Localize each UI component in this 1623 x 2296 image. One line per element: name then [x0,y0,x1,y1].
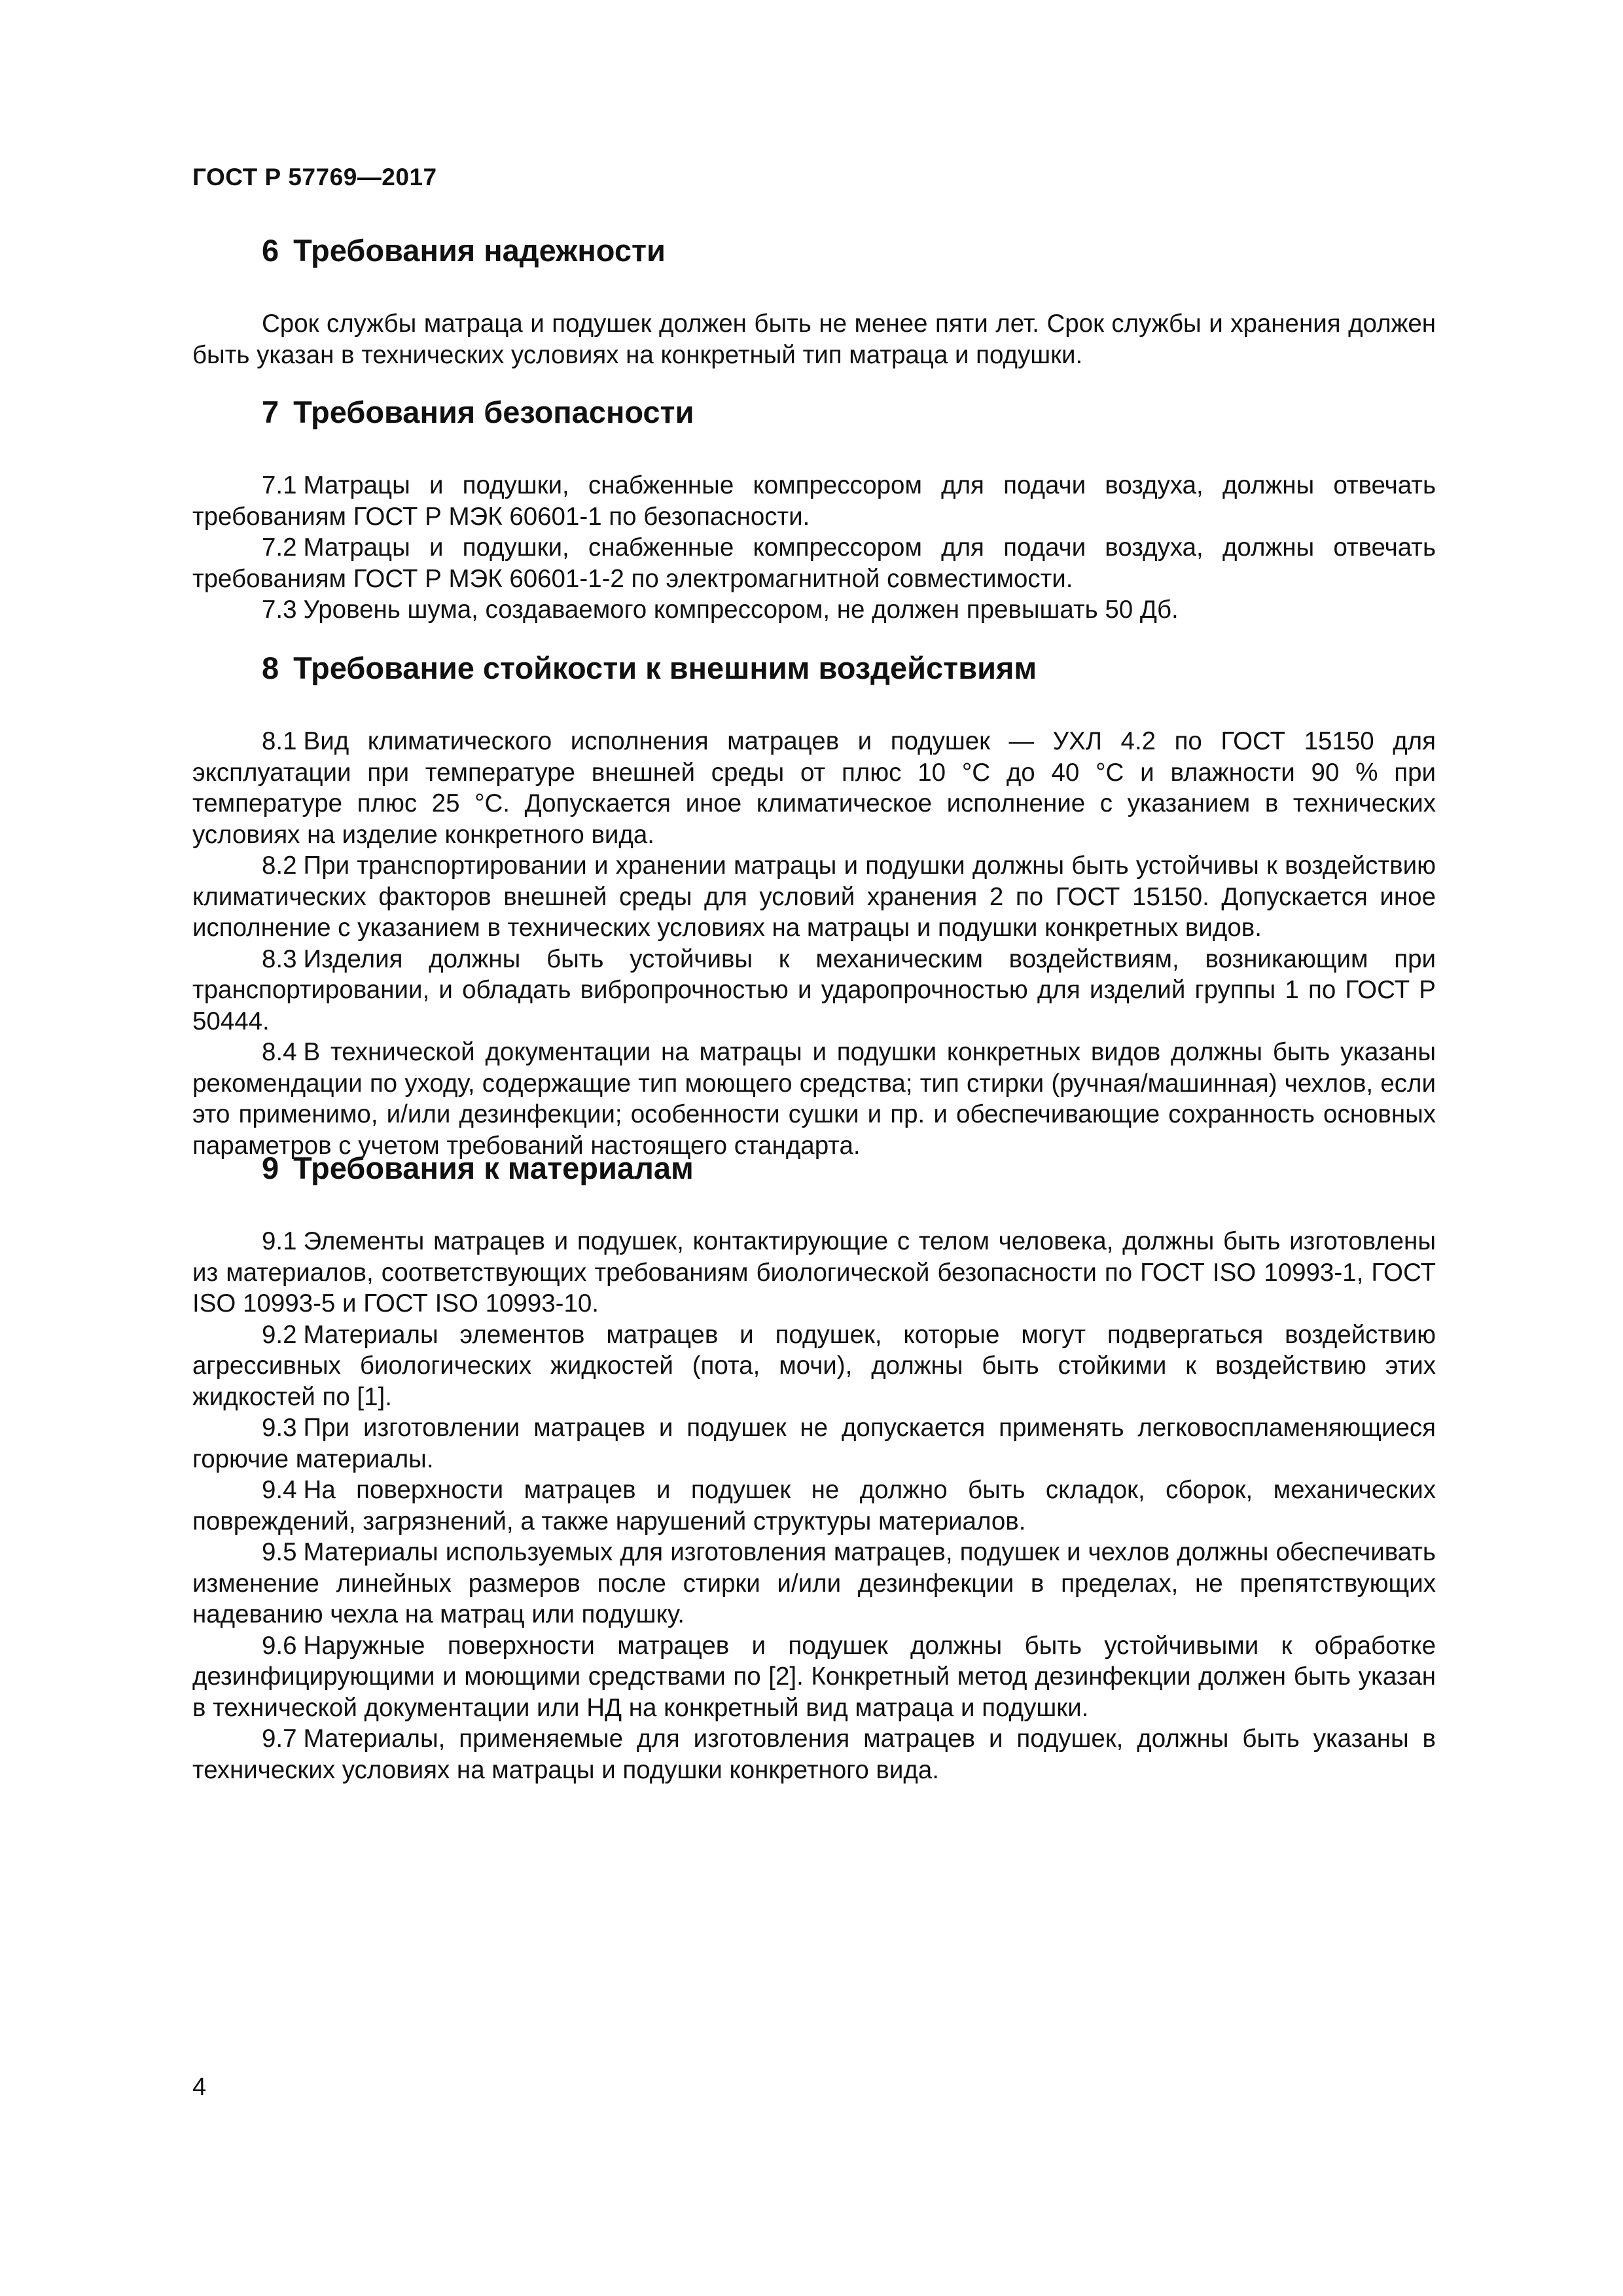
paragraph-text: При транспортировании и хранении матрацы и подушки должны быть устойчивы к воздействию климатических факторов внешней среды для условий хранения 2 по ГОСТ 15150. Допускается иное исполнение с указанием в технических условиях на матрацы и подушки конкретных видов. [192,852,1436,942]
paragraph-number: 9.7 [262,1725,297,1753]
paragraph-number: 9.5 [262,1538,297,1566]
paragraph [192,1475,1436,1537]
section-heading [192,650,1436,687]
paragraph-number: 9.1 [262,1227,297,1255]
paragraph-number: 9.6 [262,1631,297,1660]
paragraph [192,1630,1436,1724]
paragraph-number: 8.1 [262,727,297,755]
section-title: Требование стойкости к внешним воздействиям [293,651,1037,685]
paragraph [192,532,1436,594]
paragraph-text: В технической документации на матрацы и подушки конкретных видов должны быть указаны рекомендации по уходу, содержащие тип моющего средства; тип стирки (ручная/машинная) чехлов, если это применимо, и/или дезинфекции; особенности сушки и пр. и обеспечивающие сохранность основных параметров с учетом требований настоящего стандарта. [192,1038,1436,1160]
section-number: 6 [262,233,279,268]
paragraph [192,308,1436,370]
section-6 [192,232,1436,370]
paragraph-number: 7.2 [262,533,297,562]
section-title: Требования безопасности [293,395,694,429]
paragraph-text: На поверхности матрацев и подушек не должно быть складок, сборок, механических повреждений, загрязнений, а также нарушений структуры материалов. [192,1476,1436,1535]
paragraph-text: Материалы используемых для изготовления матрацев, подушек и чехлов должны обеспечивать изменение линейных размеров после стирки и/или дезинфекции в пределах, не препятствующих надеванию чехла на матрац или подушку. [192,1538,1436,1628]
paragraph-text: Матрацы и подушки, снабженные компрессором для подачи воздуха, должны отвечать требованиям ГОСТ Р МЭК 60601-1 по безопасности. [192,471,1436,531]
paragraph-number: 9.3 [262,1414,297,1442]
paragraph-text: Изделия должны быть устойчивы к механическим воздействиям, возникающим при транспортировании, и обладать вибропрочностью и ударопрочностью для изделий группы 1 по ГОСТ Р 50444. [192,944,1436,1035]
paragraph-number: 8.3 [262,944,297,973]
section-title: Требования надежности [293,233,666,268]
paragraph [192,470,1436,532]
paragraph [192,1537,1436,1630]
paragraph [192,1037,1436,1161]
paragraph [192,726,1436,850]
paragraph-number: 9.4 [262,1476,297,1504]
paragraph-number: 9.2 [262,1320,297,1349]
paragraph [192,594,1436,626]
paragraph [192,1412,1436,1475]
paragraph-text: Вид климатического исполнения матрацев и подушек — УХЛ 4.2 по ГОСТ 15150 для эксплуатации при температуре внешней среды от плюс 10 °С до 40 °С и влажности 90 % при температуре плюс 25 °С. Допускается иное климатическое исполнение с указанием в технических условиях на изделие конкретного вида. [192,727,1436,849]
paragraph-number: 7.1 [262,471,297,499]
paragraph-text: При изготовлении матрацев и подушек не допускается применять легковоспламеняющиеся горючие материалы. [192,1414,1436,1473]
section-number: 7 [262,395,279,429]
section-heading [192,1150,1436,1187]
paragraph-number: 7.3 [262,596,297,624]
paragraph-text: Наружные поверхности матрацев и подушек должны быть устойчивыми к обработке дезинфицирующими и моющими средствами по [2]. Конкретный метод дезинфекции должен быть указан в технической документации или НД на конкретный вид матраца и подушки. [192,1631,1436,1722]
section-heading [192,232,1436,269]
paragraph [192,850,1436,944]
section-7 [192,394,1436,626]
paragraph-text: Уровень шума, создаваемого компрессором, не должен превышать 50 Дб. [303,596,1179,624]
section-8 [192,650,1436,1161]
paragraph-text: Элементы матрацев и подушек, контактирующие с телом человека, должны быть изготовлены из материалов, соответствующих требованиям биологической безопасности по ГОСТ ISO 10993-1, ГОСТ ISO 10993-5 и ГОСТ ISO 10993-10. [192,1227,1436,1318]
paragraph-text: Материалы, применяемые для изготовления матрацев и подушек, должны быть указаны в технических условиях на матрацы и подушки конкретного вида. [192,1725,1436,1784]
section-title: Требования к материалам [293,1151,694,1185]
paragraph [192,1723,1436,1785]
paragraph-text: Матрацы и подушки, снабженные компрессором для подачи воздуха, должны отвечать требованиям ГОСТ Р МЭК 60601-1-2 по электромагнитной совместимости. [192,533,1436,593]
paragraph [192,1319,1436,1413]
section-heading [192,394,1436,431]
paragraph-number: 8.2 [262,852,297,880]
section-9 [192,1150,1436,1785]
paragraph-number: 8.4 [262,1038,297,1066]
paragraph-text: Материалы элементов матрацев и подушек, которые могут подвергаться воздействию агрессивных биологических жидкостей (пота, мочи), должны быть стойкими к воздействию этих жидкостей по [1]. [192,1320,1436,1411]
document-code: ГОСТ Р 57769—2017 [192,164,437,190]
page-number: 4 [192,2073,207,2101]
section-number: 9 [262,1151,279,1185]
paragraph [192,1226,1436,1319]
paragraph [192,944,1436,1037]
paragraph-text: Срок службы матраца и подушек должен быть не менее пяти лет. Срок службы и хранения должен быть указан в технических условиях на конкретный тип матраца и подушки. [192,310,1436,369]
section-number: 8 [262,651,279,685]
